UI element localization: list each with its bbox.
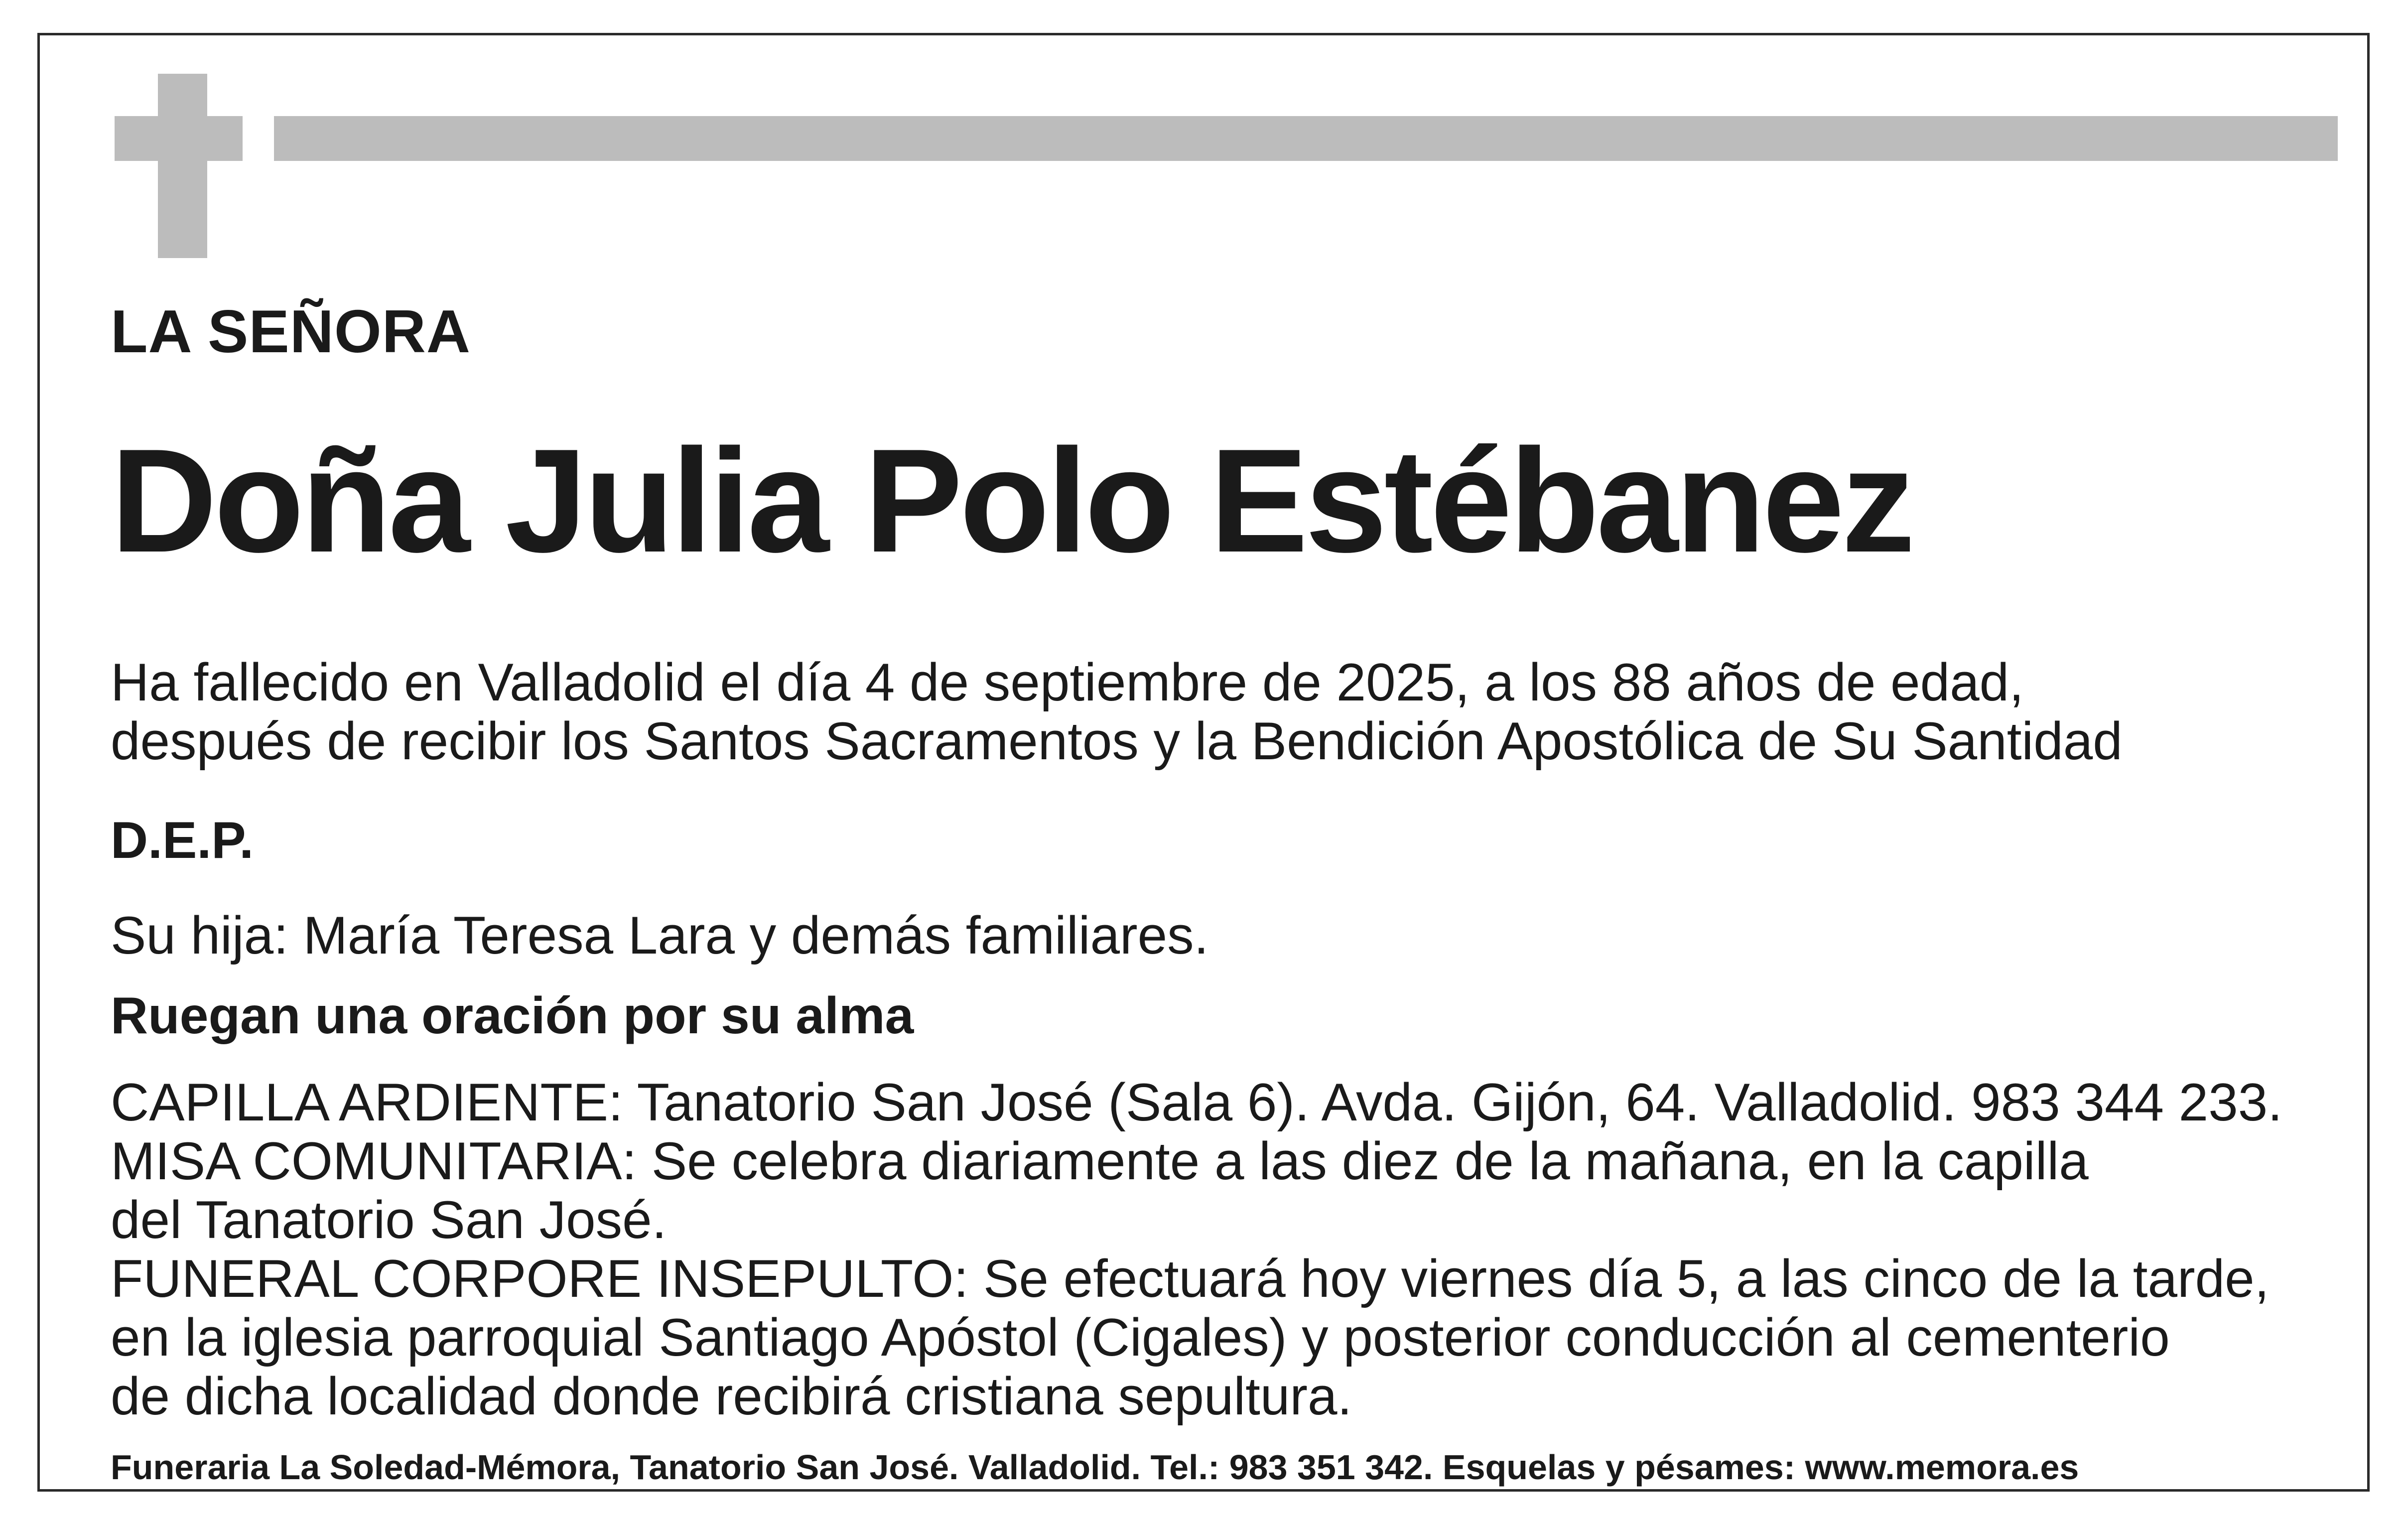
funeral-home-footer: Funeraria La Soledad-Mémora, Tanatorio San José. Valladolid. Tel.: 983 351 342. Esquelas y pésames: www.memora.es <box>111 1448 2079 1487</box>
dep-label: D.E.P. <box>111 812 254 869</box>
cross-horizontal-bar <box>115 116 243 161</box>
prayer-request: Ruegan una oración por su alma <box>111 987 914 1045</box>
intro-label: LA SEÑORA <box>111 297 471 365</box>
service-line: del Tanatorio San José. <box>111 1190 667 1249</box>
header-rule <box>274 116 2338 161</box>
service-line: MISA COMUNITARIA: Se celebra diariamente a las diez de la mañana, en la capilla <box>111 1131 2089 1191</box>
death-notice <box>111 653 2123 770</box>
service-line: CAPILLA ARDIENTE: Tanatorio San José (Sala 6). Avda. Gijón, 64. Valladolid. 983 344 233. <box>111 1072 2282 1132</box>
cross-vertical-bar <box>158 74 207 258</box>
deceased-name: Doña Julia Polo Estébanez <box>111 418 1912 583</box>
service-line: de dicha localidad donde recibirá cristiana sepultura. <box>111 1366 1352 1426</box>
service-details <box>111 1073 2282 1425</box>
family-line: Su hija: María Teresa Lara y demás familiares. <box>111 905 1209 965</box>
death-notice-line: Ha fallecido en Valladolid el día 4 de septiembre de 2025, a los 88 años de edad, <box>111 652 2024 712</box>
service-line: en la iglesia parroquial Santiago Apóstol (Cigales) y posterior conducción al cementerio <box>111 1307 2170 1367</box>
death-notice-line: después de recibir los Santos Sacramentos y la Bendición Apostólica de Su Santidad <box>111 711 2123 771</box>
service-line: FUNERAL CORPORE INSEPULTO: Se efectuará hoy viernes día 5, a las cinco de la tarde, <box>111 1249 2270 1308</box>
